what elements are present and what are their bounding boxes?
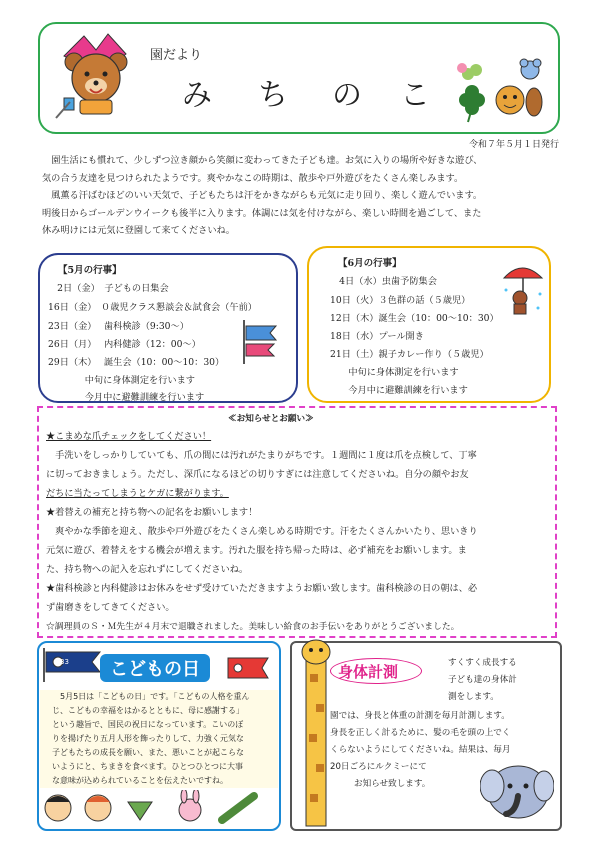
header-subtitle: 園だより (150, 48, 203, 63)
notice-line: だちに当たってしまうとケガに繋がります。 (46, 488, 229, 499)
kodomo-line: 5月5日は「こどもの日」です。「こどもの人格を重ん (60, 692, 250, 701)
issue-date: 令和７年５月１日発行 (468, 140, 559, 150)
may-event-row: 29日（木） 誕生会（10：00～10：30） (48, 357, 225, 368)
may-event-row: 26日（月） 内科健診（12：00～） (48, 339, 201, 350)
notice-line: ☆調理員のＳ・Ｍ先生が４月末で退職されました。美味しい給食のお手伝いをありがとうございました。 (46, 622, 460, 632)
carp-streamer-icon (40, 646, 106, 684)
may-event-row: 今月中に避難訓練を行います (48, 392, 205, 403)
may-schedule-title: 【5月の行事】 (58, 265, 122, 276)
koinobori-icon (238, 318, 282, 366)
umbrella-animal-icon (500, 260, 546, 316)
notice-line: に切っておきましょう。ただし、深爪になるほどの切りすぎには注意してくださいね。自分の顔やお友 (46, 469, 469, 480)
kodomo-line: りを揚げたり五月人形を飾ったりして、力強く元気な (52, 734, 244, 743)
may-event-row: 16日（金） ０歳児クラス懇談会＆試食会（午前） (48, 302, 257, 313)
june-event-row: 21日（土）親子カレー作り（５歳児） (330, 349, 489, 360)
kodomo-title: こどもの日 (100, 654, 210, 682)
measurement-title: 身体計測 (338, 663, 399, 681)
june-event-row: 今月中に避難訓練を行います (330, 385, 468, 396)
intro-line: 明後日からゴールデンウイークも後半に入ります。体調には気を付けながら、楽しい時間を過ごして、また (42, 207, 482, 219)
may-event-row: 2日（金） 子どもの日集会 (48, 283, 169, 294)
june-event-row: 18日（水）プール開き (330, 331, 424, 342)
notice-line: 爽やかな季節を迎え、散歩や戸外遊びをたくさん楽しめる時期です。汗をたくさんかいたり、思いきり (46, 526, 478, 537)
notice-title: ≪お知らせとお願い≫ (228, 414, 314, 424)
intro-line: 気の合う友達を見つけられたようです。爽やかなこの時期は、散歩や戸外遊びをたくさん楽しみます。 (42, 172, 464, 184)
kodomo-line: 子どもたちの成長を願い、また、悪いことが起こらな (52, 748, 244, 757)
measurement-line: くらないようにしてくださいね。結果は、毎月 (330, 745, 511, 755)
measurement-side-line: すくすく成長する (448, 658, 517, 668)
june-event-row: 4日（水）虫歯予防集会 (330, 276, 437, 287)
kodomo-line: という趣旨で、国民の祝日になっています。こいのぼ (52, 720, 244, 729)
notice-line: ★歯科検診と内科健診はお休みをせず受けていただきますようお願い致します。歯科検診の日の朝は、必 (46, 583, 478, 594)
notice-line: ★こまめな爪チェックをしてください！ (46, 431, 212, 442)
june-schedule-title: 【6月の行事】 (338, 258, 402, 269)
header-title-char: の (332, 78, 366, 113)
measurement-line: 身長を正しく計るために、髪の毛を頭の上でく (330, 728, 511, 738)
june-event-row: 12日（木）誕生会（10：00～10：30） (330, 313, 499, 324)
measurement-line: 園では、身長と体重の計測を毎月計測します。 (330, 711, 510, 721)
measurement-line: お知らせ致します。 (354, 779, 431, 789)
notice-line: 元気に遊び、着替えをする機会が増えます。汚れた服を持ち帰った時は、必ず補充をお願いします。ま (46, 545, 467, 556)
notice-line: ず歯磨きをしてきてください。 (46, 602, 175, 613)
kodomo-line: な意味が込められていることを伝えたいですね。 (52, 776, 228, 785)
red-carp-icon (226, 650, 272, 686)
intro-line: 園生活にも慣れて、少しずつ泣き顔から笑顔に変わってきた子ども達。お気に入りの場所や好きな遊び、 (51, 155, 483, 166)
header-title-char: み (182, 78, 216, 113)
animals-clover-icon (448, 56, 548, 126)
header-title-char: ち (258, 78, 292, 113)
measurement-line: 20日ごろにルクミーにて (330, 762, 427, 772)
carp-badge: 33 (60, 658, 69, 666)
kodomo-line: いようにと、ちまきを食べます。ひとつひとつに大事 (52, 762, 244, 771)
elephant-icon (480, 752, 554, 824)
intro-line: 風薫る汗ばむほどのいい天気で、子どもたちは汗をかきながらも元気に走り回り、楽しく遊んでいます。 (42, 190, 483, 201)
measurement-side-line: 測をします。 (448, 692, 499, 702)
bear-mascot-icon (46, 28, 146, 128)
header-title-char: こ (400, 78, 434, 113)
notice-line: ★着替えの補充と持ち物への記名をお願いします！ (46, 507, 258, 518)
june-event-row: 10日（火）３色群の話（５歳児） (330, 295, 471, 306)
intro-line: 休み明けには元気に登園して来てくださいね。 (42, 225, 235, 236)
may-event-row: 中旬に身体測定を行います (48, 375, 195, 386)
kodomo-line: じ、こどもの幸福をはかるとともに、母に感謝する」 (52, 706, 244, 715)
may-event-row: 23日（金） 歯科検診（9:30～） (48, 321, 189, 332)
kids-faces-icon (40, 790, 274, 824)
intro-text (42, 152, 554, 240)
measurement-side-line: 子ども達の身体計 (448, 675, 517, 685)
june-event-row: 中旬に身体測定を行います (330, 367, 459, 378)
notice-line: た、持ち物への記入を忘れずにしてくださいね。 (46, 564, 249, 575)
notice-line: 手洗いをしっかりしていても、爪の間には汚れがたまりがちです。１週間に１度は爪を点検して、丁寧 (46, 450, 477, 461)
